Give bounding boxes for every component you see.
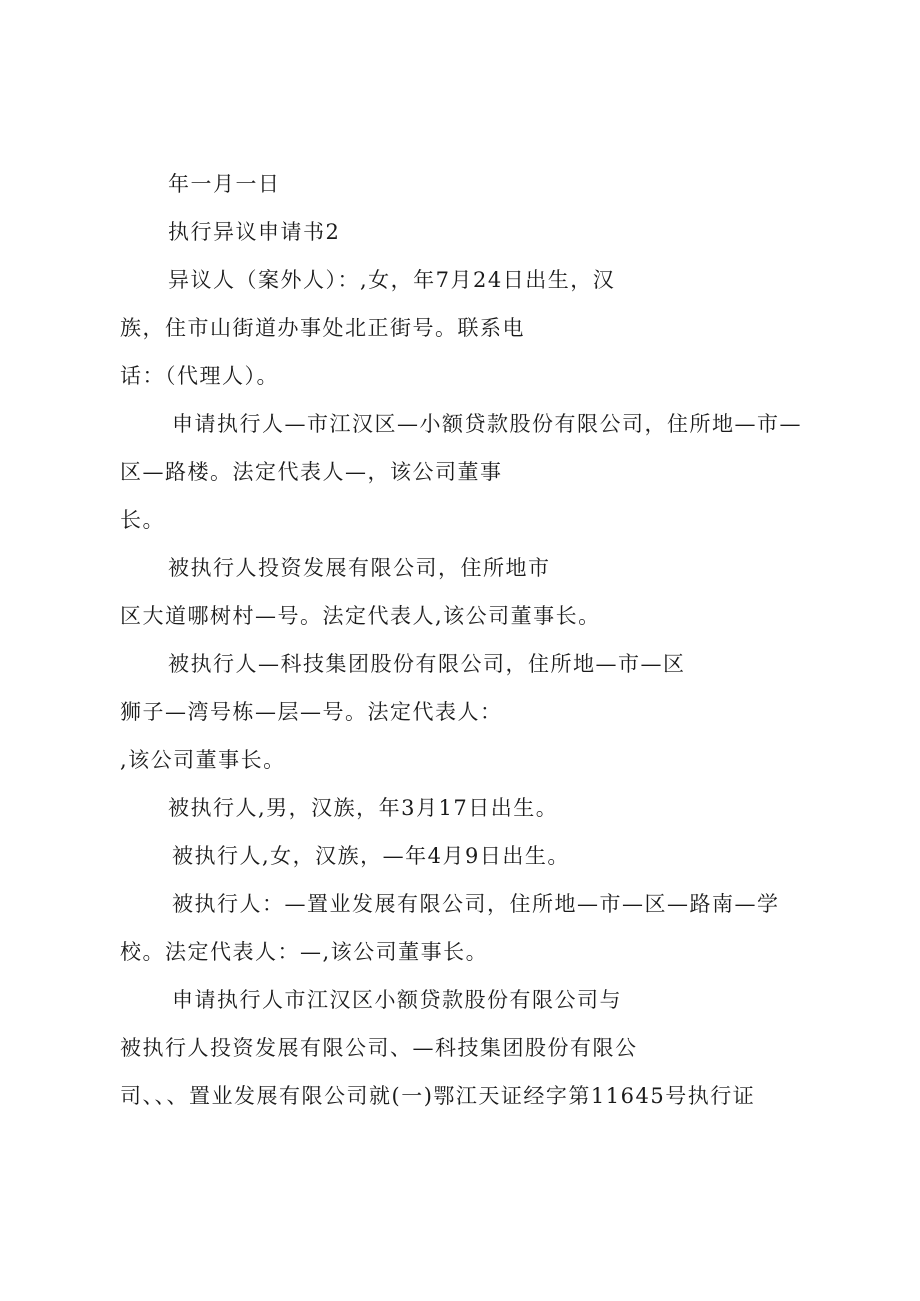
paragraph-line: 被执行人投资发展有限公司、—科技集团股份有限公 bbox=[120, 1036, 638, 1060]
paragraph-line: 被执行人—科技集团股份有限公司，住所地—市—区 bbox=[168, 652, 686, 676]
paragraph-line: 被执行人：—置业发展有限公司，住所地—市—区—路南—学 bbox=[172, 892, 780, 916]
paragraph-line: 校。法定代表人：—,该公司董事长。 bbox=[120, 940, 489, 964]
paragraph-line: 被执行人,男，汉族，年3月17日出生。 bbox=[168, 796, 559, 820]
paragraph-line: 被执行人,女，汉族，—年4月9日出生。 bbox=[172, 844, 570, 868]
date-line: 年一月一日 bbox=[168, 172, 281, 196]
paragraph-line: 被执行人投资发展有限公司，住所地市 bbox=[168, 556, 551, 580]
paragraph-line: 异议人（案外人）：,女，年7月24日出生，汉 bbox=[168, 268, 616, 292]
paragraph-line: 话：（代理人）。 bbox=[120, 364, 279, 388]
document-title: 执行异议申请书2 bbox=[168, 220, 341, 244]
paragraph-line: 申请执行人市江汉区小额贷款股份有限公司与 bbox=[172, 988, 622, 1012]
paragraph-line: 长。 bbox=[120, 508, 165, 532]
paragraph-line: 司、、、置业发展有限公司就(一)鄂江天证经字第11645号执行证 bbox=[120, 1084, 756, 1108]
paragraph-line: 区—路楼。法定代表人—，该公司董事 bbox=[120, 460, 503, 484]
paragraph-line: 区大道哪树村—号。法定代表人,该公司董事长。 bbox=[120, 604, 601, 628]
paragraph-line: 申请执行人—市江汉区—小额贷款股份有限公司，住所地—市— bbox=[172, 412, 802, 436]
paragraph-line: 狮子—湾号栋—层—号。法定代表人： bbox=[120, 700, 503, 724]
paragraph-line: ,该公司董事长。 bbox=[120, 748, 286, 772]
paragraph-line: 族，住市山街道办事处北正街号。联系电 bbox=[120, 316, 525, 340]
